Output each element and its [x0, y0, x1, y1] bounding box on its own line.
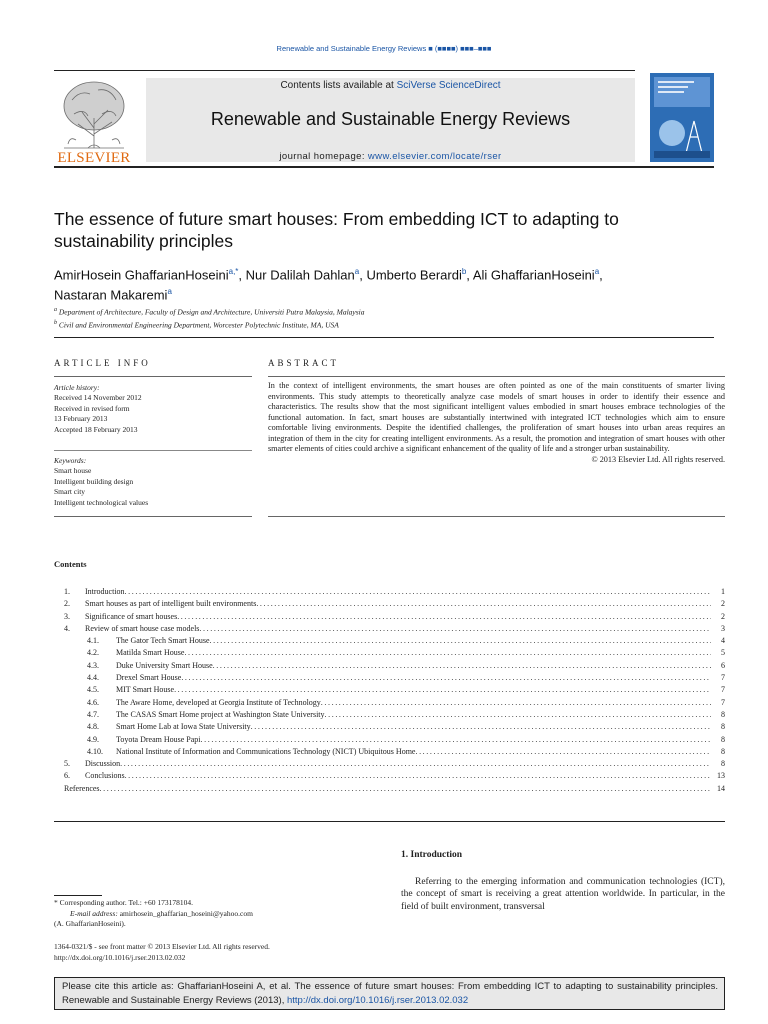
email-address[interactable]: amirhosein_ghaffarian_hoseini@yahoo.com — [119, 908, 253, 918]
toc-leader — [174, 684, 711, 696]
article-info-rule — [54, 376, 252, 377]
toc-entry[interactable] — [54, 586, 725, 598]
journal-homepage — [146, 151, 635, 162]
history-item: 13 February 2013 — [54, 414, 108, 424]
toc-page: 7 — [721, 673, 725, 683]
contents-rule — [54, 821, 725, 822]
toc-page: 8 — [721, 722, 725, 732]
toc-entry[interactable] — [54, 611, 725, 623]
toc-page: 4 — [721, 636, 725, 646]
toc-leader — [213, 660, 711, 672]
footnote — [54, 898, 374, 930]
author-sep: , — [466, 267, 473, 283]
sciencedirect-link[interactable]: SciVerse ScienceDirect — [396, 80, 501, 91]
contents-heading: Contents — [54, 559, 87, 569]
keywords-rule — [54, 450, 252, 451]
elsevier-wordmark: ELSEVIER — [57, 150, 131, 166]
toc-number: 4.1. — [87, 636, 99, 646]
author-sep: , — [599, 267, 603, 283]
keyword: Smart city — [54, 487, 86, 497]
toc-title: National Institute of Information and Communications Technology (NICT) Ubiquitous Home — [116, 746, 416, 756]
affiliation — [54, 318, 694, 331]
toc-title: Introduction — [85, 587, 125, 596]
toc-leader — [201, 734, 711, 746]
toc-leader — [125, 770, 711, 782]
toc-number — [54, 783, 64, 795]
toc-number: 4.10. — [87, 746, 103, 756]
toc-page: 13 — [717, 771, 725, 781]
toc-entry[interactable] — [54, 598, 725, 610]
toc-title: Smart Home Lab at Iowa State University — [116, 722, 251, 732]
affiliation-text: Department of Architecture, Faculty of Design and Architecture, Universiti Putra Malaysia, Malaysia — [58, 307, 365, 317]
introduction-text: Referring to the emerging information and communication technologies (ICT), the concept of smart is receiving a great attention worldwide. In particular, in the field of built environment, transversal — [401, 877, 725, 912]
keyword: Intelligent technological values — [54, 497, 149, 507]
author: Nur Dalilah Dahlan — [245, 267, 355, 283]
toc-page: 1 — [721, 587, 725, 596]
toc-entry[interactable] — [54, 758, 725, 770]
toc-entry[interactable] — [54, 721, 725, 733]
toc-title: Smart houses as part of intelligent built environments — [85, 599, 257, 609]
toc-number: 4.2. — [87, 648, 99, 658]
contents-prefix: Contents lists available at — [280, 80, 397, 91]
toc-entry[interactable] — [54, 783, 725, 795]
author-sep: , — [359, 267, 367, 283]
toc-entry[interactable] — [54, 697, 725, 709]
toc-number: 2. — [64, 599, 70, 609]
table-of-contents — [54, 586, 725, 795]
email-line — [54, 909, 374, 920]
affiliation-text: Civil and Environmental Engineering Department, Worcester Polytechnic Institute, MA, USA — [58, 320, 339, 329]
homepage-link[interactable]: www.elsevier.com/locate/rser — [367, 151, 502, 162]
toc-leader — [210, 635, 712, 647]
toc-number: 4.9. — [87, 734, 99, 744]
affiliation — [54, 305, 694, 318]
toc-leader — [120, 758, 711, 770]
toc-number: 4. — [64, 623, 70, 633]
article-title: The essence of future smart houses: From embedding ICT to adapting to sustainability principles — [54, 209, 619, 251]
article-history — [54, 383, 252, 435]
toc-page: 8 — [721, 759, 725, 769]
author-mark[interactable]: a — [167, 287, 172, 297]
toc-title: The Aware Home, developed at Georgia Institute of Technology — [116, 697, 321, 707]
author-list — [54, 263, 724, 304]
citation-body: Please cite this article as: GhaffarianHoseini A, et al. The essence of future smart houses: From embedding ICT to adapting to sustainability principles. Renewable and Sustainable Energy Reviews (2013), — [62, 981, 718, 1006]
toc-number: 4.7. — [87, 709, 99, 719]
author-mark[interactable]: a — [354, 267, 360, 276]
issn-line: 1364-0321/$ - see front matter © 2013 Elsevier Ltd. All rights reserved. — [54, 942, 270, 951]
toc-page: 7 — [721, 685, 725, 695]
toc-page: 14 — [717, 783, 725, 793]
toc-title: Review of smart house case models — [85, 623, 200, 633]
toc-page: 8 — [721, 734, 725, 744]
toc-number: 5. — [64, 759, 70, 769]
abstract-copyright: © 2013 Elsevier Ltd. All rights reserved. — [591, 454, 725, 464]
front-matter — [54, 942, 374, 963]
toc-leader — [181, 672, 711, 684]
toc-title: Discussion — [85, 759, 121, 769]
toc-leader — [321, 697, 711, 709]
toc-title: Duke University Smart House — [116, 660, 213, 670]
toc-page: 6 — [721, 660, 725, 670]
doi-line[interactable]: http://dx.doi.org/10.1016/j.rser.2013.02.032 — [54, 952, 186, 962]
abstract-rule — [268, 376, 725, 377]
toc-entry[interactable] — [54, 660, 725, 672]
citation-text — [62, 980, 718, 1007]
toc-leader — [100, 783, 711, 795]
history-item: Received 14 November 2012 — [54, 393, 142, 403]
toc-leader — [125, 586, 711, 598]
toc-number: 1. — [64, 587, 70, 596]
affiliation-mark: b — [54, 319, 57, 326]
toc-page: 2 — [721, 599, 725, 609]
abstract-body — [268, 381, 725, 465]
toc-entry[interactable] — [54, 672, 725, 684]
toc-leader — [415, 746, 711, 758]
author-mark[interactable]: b — [461, 267, 467, 276]
keywords-label: Keywords: — [54, 456, 87, 465]
history-item: Received in revised form — [54, 403, 130, 413]
homepage-prefix: journal homepage: — [279, 151, 368, 162]
author-mark[interactable]: a — [594, 267, 600, 276]
article-info-heading: ARTICLE INFO — [54, 358, 151, 368]
toc-page: 3 — [721, 623, 725, 633]
toc-leader — [199, 623, 711, 635]
header-rule — [54, 70, 635, 71]
author: Umberto Berardi — [366, 267, 462, 283]
footnote-rule — [54, 895, 102, 896]
toc-title: References — [64, 783, 100, 793]
toc-page: 7 — [721, 697, 725, 707]
toc-title: Toyota Dream House Papi — [116, 734, 201, 744]
toc-title: The Gator Tech Smart House — [116, 636, 210, 646]
toc-number: 4.8. — [87, 722, 99, 732]
email-label: E-mail address: — [70, 908, 120, 918]
affiliations — [54, 305, 694, 330]
header-rule-thick — [54, 166, 714, 168]
author: AmirHosein GhaffarianHoseini — [54, 267, 229, 283]
history-label: Article history: — [54, 383, 100, 392]
email-name: (A. GhaffarianHoseini). — [54, 919, 126, 928]
keywords — [54, 456, 252, 508]
author: Ali GhaffarianHoseini — [472, 267, 595, 283]
toc-entry[interactable] — [54, 709, 725, 721]
toc-number: 4.4. — [87, 673, 99, 683]
toc-leader — [184, 647, 711, 659]
corresponding-author: * Corresponding author. Tel.: +60 173178104. — [54, 898, 193, 907]
toc-title: Conclusions — [85, 771, 125, 781]
toc-title: Drexel Smart House — [116, 673, 182, 683]
toc-entry[interactable] — [54, 647, 725, 659]
abstract-rule-bottom — [268, 516, 725, 517]
toc-page: 2 — [721, 611, 725, 621]
toc-number: 4.5. — [87, 685, 99, 695]
toc-entry[interactable] — [54, 746, 725, 758]
toc-title: MIT Smart House — [116, 685, 175, 695]
keyword: Intelligent building design — [54, 476, 134, 486]
citation-doi-link[interactable]: http://dx.doi.org/10.1016/j.rser.2013.02.032 — [286, 994, 469, 1006]
toc-entry[interactable] — [54, 684, 725, 696]
abstract-heading: ABSTRACT — [268, 358, 340, 368]
toc-leader — [177, 611, 711, 623]
toc-title: Significance of smart houses — [85, 611, 178, 621]
toc-title: The CASAS Smart Home project at Washington State University — [116, 709, 325, 719]
toc-page: 8 — [721, 709, 725, 719]
affiliation-mark: a — [54, 307, 57, 313]
toc-title: Matilda Smart House — [116, 648, 185, 658]
toc-page: 8 — [721, 746, 725, 756]
running-head: Renewable and Sustainable Energy Reviews ■ (■■■■) ■■■–■■■ — [276, 44, 492, 53]
author-mark[interactable]: a,* — [228, 267, 239, 276]
article-info-rule-bottom — [54, 516, 252, 517]
toc-entry[interactable] — [54, 635, 725, 647]
journal-name: Renewable and Sustainable Energy Reviews — [210, 109, 571, 129]
section-rule — [54, 337, 714, 338]
toc-number: 3. — [64, 611, 70, 621]
author-sep: , — [238, 267, 246, 283]
toc-entry[interactable] — [54, 734, 725, 746]
toc-number: 4.6. — [87, 697, 99, 707]
toc-number: 6. — [64, 771, 70, 781]
introduction-heading: 1. Introduction — [401, 850, 463, 860]
contents-available — [146, 80, 635, 91]
history-item: Accepted 18 February 2013 — [54, 424, 138, 434]
journal-cover-image — [650, 73, 714, 162]
toc-entry[interactable] — [54, 623, 725, 635]
toc-number: 4.3. — [87, 660, 99, 670]
author: Nastaran Makaremi — [54, 287, 168, 303]
toc-entry[interactable] — [54, 770, 725, 782]
keyword: Smart house — [54, 466, 92, 476]
toc-page: 5 — [721, 648, 725, 658]
abstract-text: In the context of intelligent environments, the smart houses are often pointed as one of the main constituents of smarter living environments. This study attempts to theoretically analyze case models of smart houses in order to identify their essence and characteristics. The results show that the most significant intelligent values embodied in smart houses embrace technologies of the functional automation. In fact, smart houses are substantially intertwined with integrated ICT technologies which aim to ensure comfortable living environments. Despite the identified challenges, the proliferation of smart houses into urban areas requires an integration of them in the city for creating intelligent environments. As a result, the promotion and integration of smart houses with other smarter elements of cities could archive a significant enhancement of the quality of life and a stronger urban sustainability. — [268, 381, 725, 453]
toc-leader — [325, 709, 711, 721]
toc-leader — [251, 721, 711, 733]
toc-leader — [256, 598, 711, 610]
